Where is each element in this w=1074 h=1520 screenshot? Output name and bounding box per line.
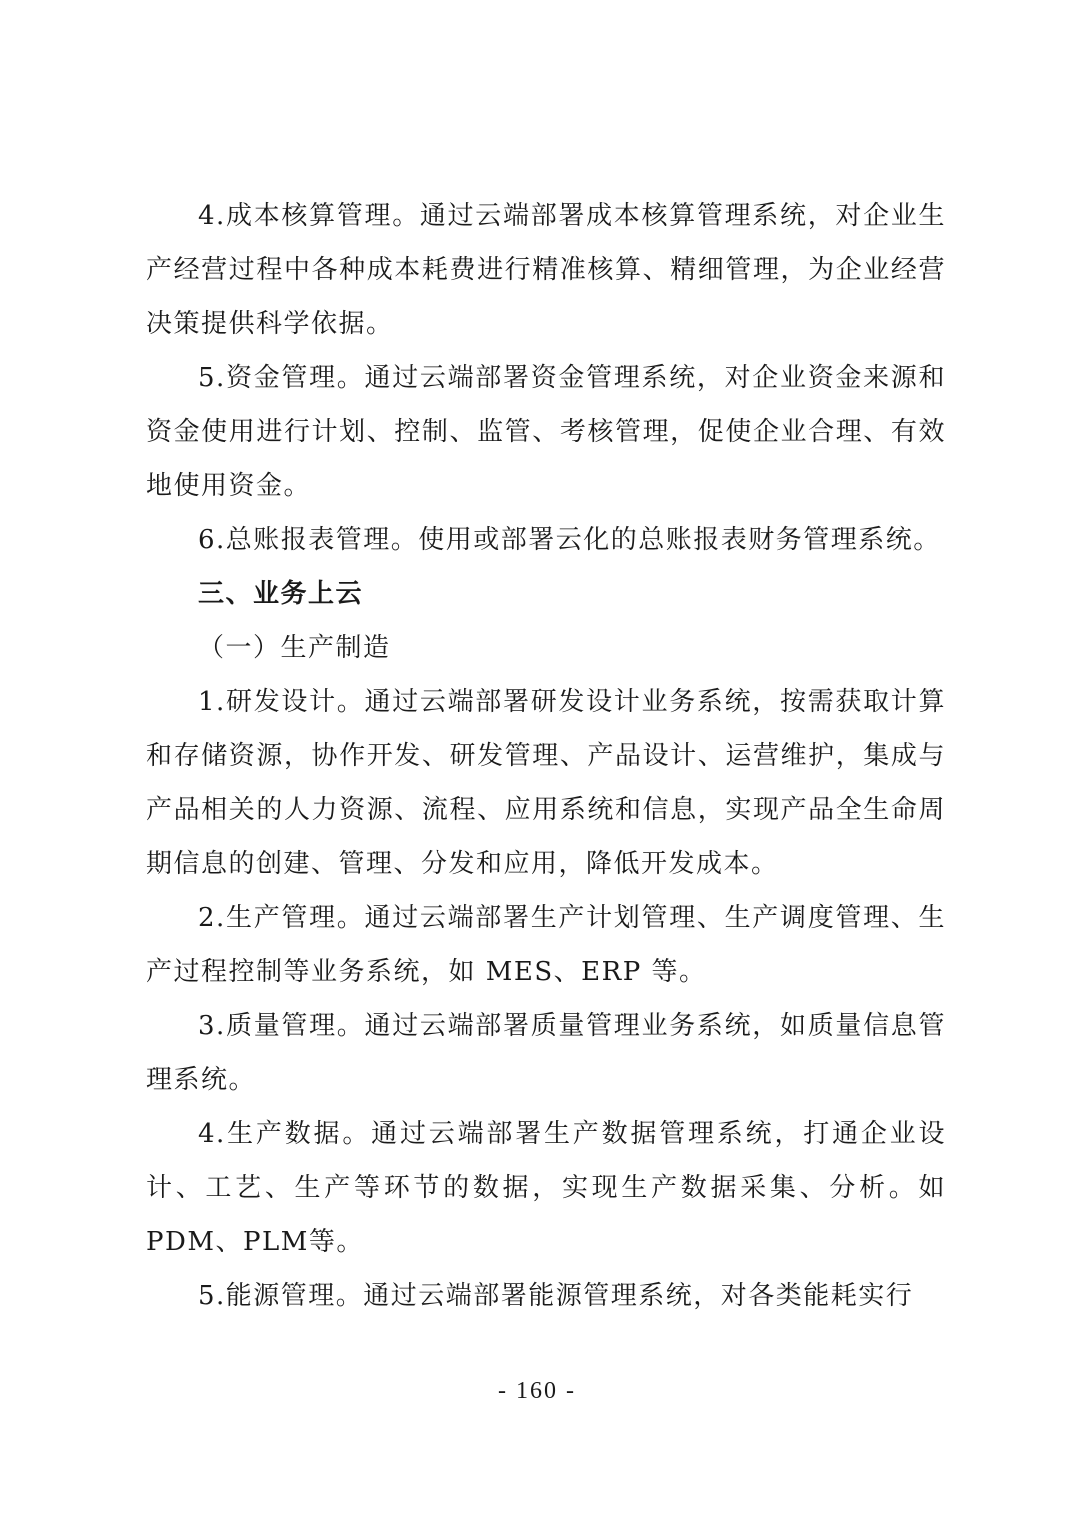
subsection-heading-manufacturing: （一）生产制造 [198, 633, 391, 663]
paragraph-quality-management: 3.质量管理。通过云端部署质量管理业务系统，如质量信息管理系统。 [146, 1011, 946, 1095]
page-body [146, 189, 946, 1323]
paragraph-general-ledger: 6.总账报表管理。使用或部署云化的总账报表财务管理系统。 [198, 525, 941, 555]
paragraph-rd-design: 1.研发设计。通过云端部署研发设计业务系统，按需获取计算和存储资源，协作开发、研发管理、产品设计、运营维护，集成与产品相关的人力资源、流程、应用系统和信息，实现产品全生命周期信息的创建、管理、分发和应用，降低开发成本。 [146, 687, 946, 879]
section-heading-business-cloud: 三、业务上云 [198, 579, 364, 609]
paragraph-production-data: 4.生产数据。通过云端部署生产数据管理系统，打通企业设计、工艺、生产等环节的数据，实现生产数据采集、分析。如PDM、PLM等。 [146, 1119, 946, 1257]
paragraph-production-management: 2.生产管理。通过云端部署生产计划管理、生产调度管理、生产过程控制等业务系统，如 MES、ERP 等。 [146, 903, 946, 987]
paragraph-cost-accounting: 4.成本核算管理。通过云端部署成本核算管理系统，对企业生产经营过程中各种成本耗费进行精准核算、精细管理，为企业经营决策提供科学依据。 [146, 201, 946, 339]
paragraph-energy-management: 5.能源管理。通过云端部署能源管理系统，对各类能耗实行 [198, 1281, 914, 1311]
page-number: - 160 - [498, 1378, 576, 1404]
paragraph-fund-management: 5.资金管理。通过云端部署资金管理系统，对企业资金来源和资金使用进行计划、控制、监管、考核管理，促使企业合理、有效地使用资金。 [146, 363, 946, 501]
